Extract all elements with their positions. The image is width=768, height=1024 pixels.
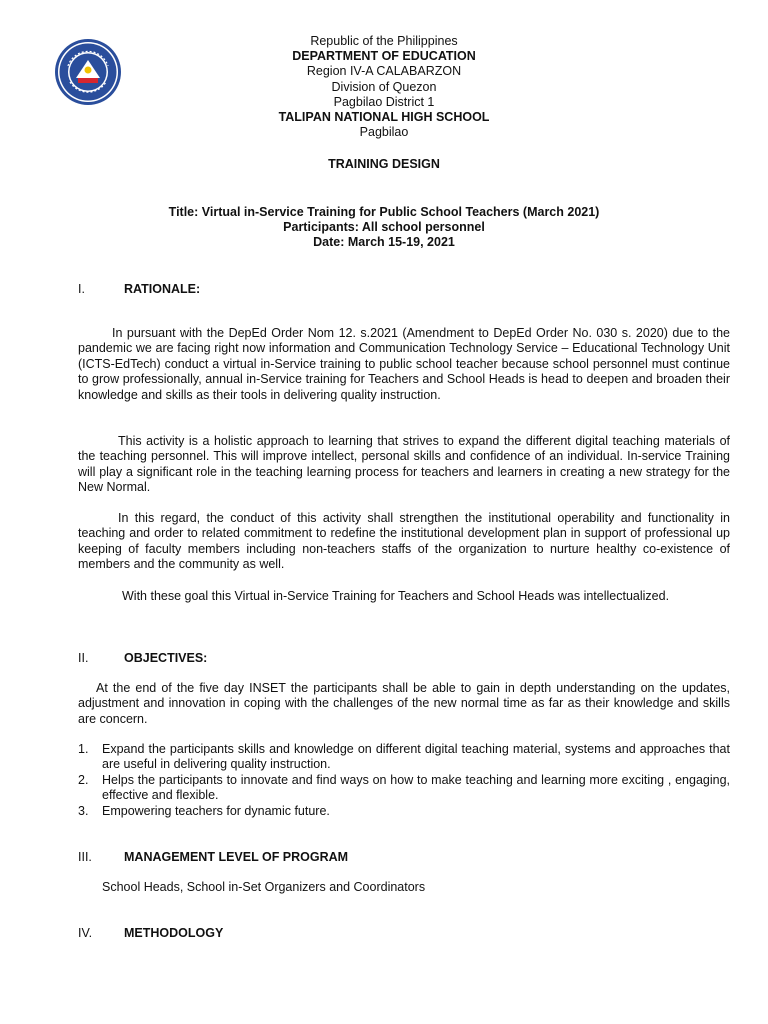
- section-label: RATIONALE:: [124, 282, 201, 296]
- item-number: 2.: [78, 772, 89, 787]
- list-item: [78, 742, 730, 773]
- training-participants: Participants: All school personnel: [283, 220, 485, 235]
- region-line: Region IV-A CALABARZON: [306, 64, 462, 79]
- section-label: OBJECTIVES:: [124, 651, 208, 665]
- document-title: TRAINING DESIGN: [328, 157, 440, 171]
- school-line: TALIPAN NATIONAL HIGH SCHOOL: [278, 110, 490, 125]
- department-line: DEPARTMENT OF EDUCATION: [292, 49, 476, 64]
- item-number: 1.: [78, 742, 89, 756]
- section-label: METHODOLOGY: [124, 926, 224, 940]
- section-number: III.: [78, 850, 92, 864]
- section-number: IV.: [78, 926, 93, 940]
- item-number: 3.: [78, 803, 89, 818]
- objectives-list: [78, 742, 730, 819]
- objectives-intro: At the end of the five day INSET the participants shall be able to gain in depth understanding on the updates, adjustment and innovation in coping with the challenges of the new normal time as far as their knowledge and skills are concern.: [78, 681, 730, 726]
- item-text: Expand the participants skills and knowledge on different digital teaching material, systems and approaches that are useful in delivering quality instruction.: [102, 742, 730, 772]
- section-management-heading: [78, 850, 348, 864]
- list-item: [78, 773, 730, 804]
- item-text: Helps the participants to innovate and find ways on how to make teaching and learning more exciting , engaging, effective and flexible.: [102, 772, 730, 803]
- section-methodology-heading: [78, 926, 223, 940]
- section-label: MANAGEMENT LEVEL OF PROGRAM: [124, 850, 349, 864]
- rationale-paragraph: This activity is a holistic approach to learning that strives to expand the different digital teaching materials of the teaching personnel. This will improve intellect, personal skills and confidence of an individual. In-service Training will play a significant role in the teaching learning process for teachers and learners in creating a new strategy for the New Normal.: [78, 434, 730, 495]
- rationale-paragraph: In this regard, the conduct of this activity shall strengthen the institutional operability and functionality in teaching and order to related commitment to redefine the institutional development plan in support of professional up keeping of faculty members including non-teachers staffs of the organization to nurture healthy co-existence of members and the community as well.: [78, 511, 730, 572]
- list-item: [78, 804, 730, 819]
- training-meta: [0, 205, 768, 251]
- letterhead: [0, 34, 768, 140]
- training-date: Date: March 15-19, 2021: [313, 235, 455, 250]
- republic-line: Republic of the Philippines: [310, 34, 458, 48]
- section-objectives-heading: [78, 651, 207, 665]
- item-text: Empowering teachers for dynamic future.: [102, 803, 330, 818]
- section-rationale-heading: [78, 282, 200, 296]
- section-number: I.: [78, 282, 85, 296]
- district-line: Pagbilao District 1: [333, 94, 435, 109]
- section-number: II.: [78, 651, 89, 665]
- rationale-paragraph: In pursuant with the DepEd Order Nom 12. s.2021 (Amendment to DepEd Order No. 030 s. 2020) due to the pandemic we are facing right now information and Communication Technology Service – Educational Technology Unit (ICTS-EdTech) conduct a virtual in-Service training to public school teacher because school personnel must continue to grow professionally, annual in-Service training for Teachers and School Heads is head to deepen and broaden their knowledge and skills as their tools in delivering quality instruction.: [78, 326, 730, 402]
- town-line: Pagbilao: [359, 125, 409, 140]
- rationale-paragraph: With these goal this Virtual in-Service Training for Teachers and School Heads was intellectualized.: [122, 589, 670, 603]
- training-title: Title: Virtual in-Service Training for Public School Teachers (March 2021): [168, 205, 600, 219]
- management-text: School Heads, School in-Set Organizers and Coordinators: [102, 880, 426, 894]
- division-line: Division of Quezon: [331, 79, 437, 94]
